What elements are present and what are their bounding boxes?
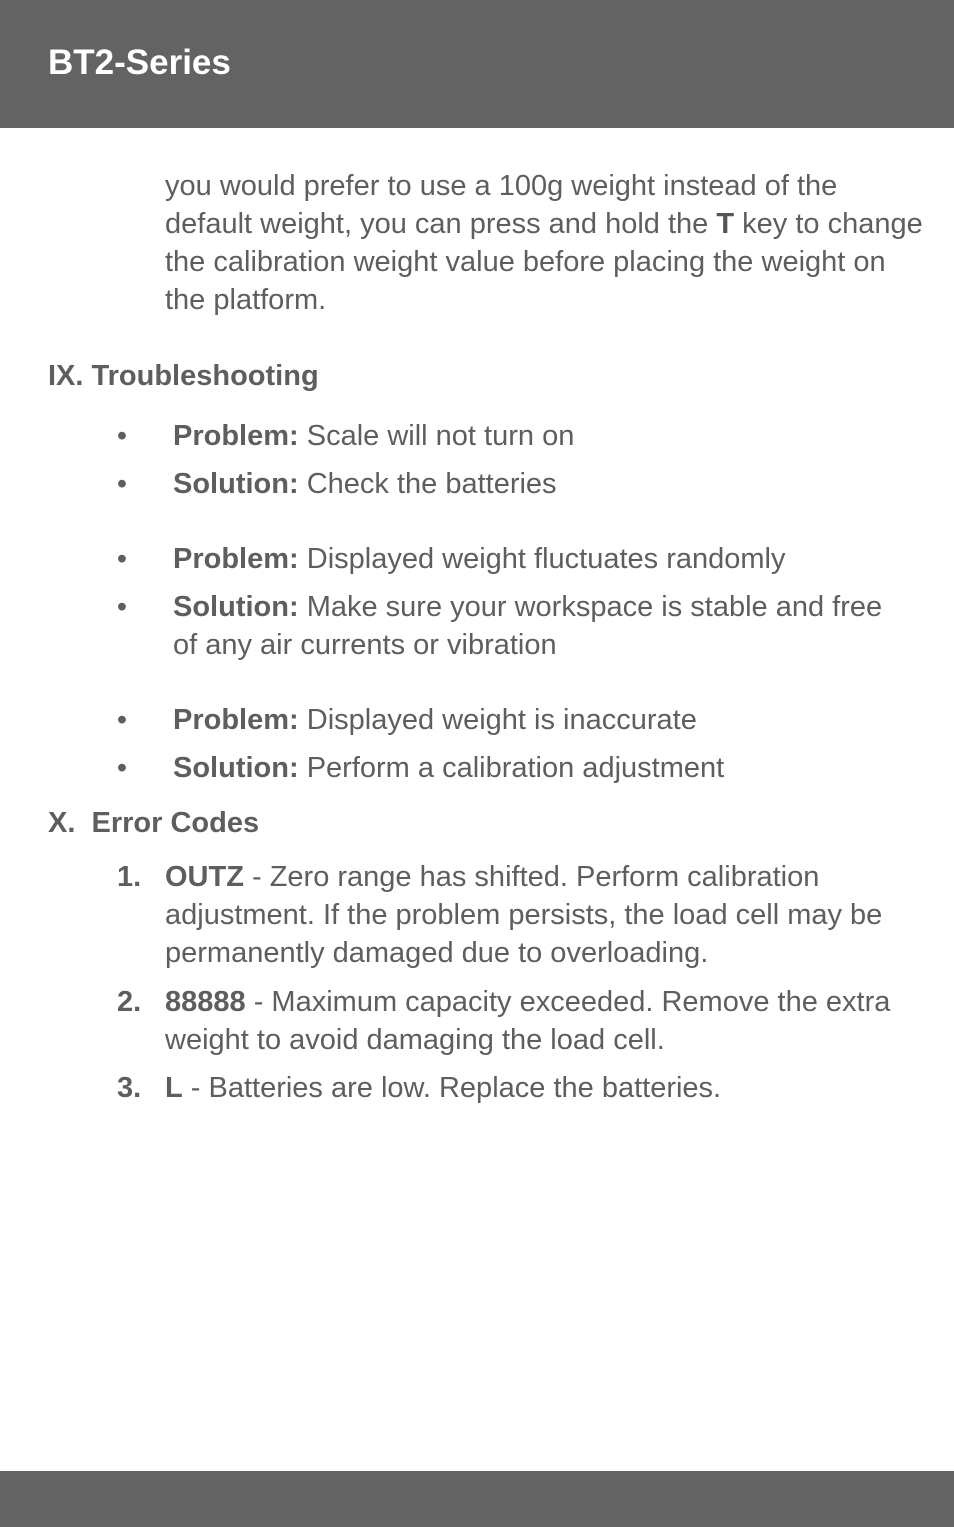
error-code: L xyxy=(165,1072,183,1104)
item-number: 3. xyxy=(117,1072,142,1104)
item-text: Perform a calibration adjustment xyxy=(298,752,725,784)
item-text: Displayed weight fluctuates randomly xyxy=(298,543,786,575)
bullet-icon: • xyxy=(116,543,128,575)
item-number: 2. xyxy=(117,986,142,1018)
item-label: Solution: xyxy=(173,752,299,784)
item-text: Displayed weight is inaccurate xyxy=(298,704,697,736)
bullet-icon: • xyxy=(116,420,128,452)
error-code: OUTZ xyxy=(165,861,244,893)
error-description: - Batteries are low. Replace the batteries. xyxy=(182,1072,722,1104)
item-text: Check the batteries xyxy=(298,468,557,500)
page-footer xyxy=(0,1471,954,1527)
error-codes-heading: X. Error Codes xyxy=(48,807,260,839)
bullet-icon: • xyxy=(116,752,128,784)
calibration-paragraph xyxy=(165,167,925,319)
paragraph-text-end: key to change the calibration weight value before placing the weight on the platform. xyxy=(165,208,923,316)
item-label: Solution: xyxy=(173,468,299,500)
bullet-icon: • xyxy=(116,468,128,500)
item-label: Problem: xyxy=(173,543,299,575)
item-text: Make sure your workspace is stable and free of any air currents or vibration xyxy=(173,591,883,661)
item-text: Scale will not turn on xyxy=(298,420,575,452)
bullet-icon: • xyxy=(116,591,128,623)
error-description: - Zero range has shifted. Perform calibration adjustment. If the problem persists, the load cell may be permanently damaged due to overloading. xyxy=(165,861,883,969)
troubleshooting-heading: IX. Troubleshooting xyxy=(48,360,319,392)
item-label: Problem: xyxy=(173,420,299,452)
bullet-icon: • xyxy=(116,704,128,736)
page-header xyxy=(0,0,954,128)
key-label: T xyxy=(716,208,735,240)
item-label: Problem: xyxy=(173,704,299,736)
item-number: 1. xyxy=(117,861,142,893)
error-description: - Maximum capacity exceeded. Remove the extra weight to avoid damaging the load cell. xyxy=(165,986,891,1056)
item-label: Solution: xyxy=(173,591,299,623)
paragraph-text-start: you would prefer to use a 100g weight instead of the default weight, you can press and hold the xyxy=(165,170,838,240)
error-code: 88888 xyxy=(165,986,246,1018)
header-title: BT2-Series xyxy=(48,43,231,82)
